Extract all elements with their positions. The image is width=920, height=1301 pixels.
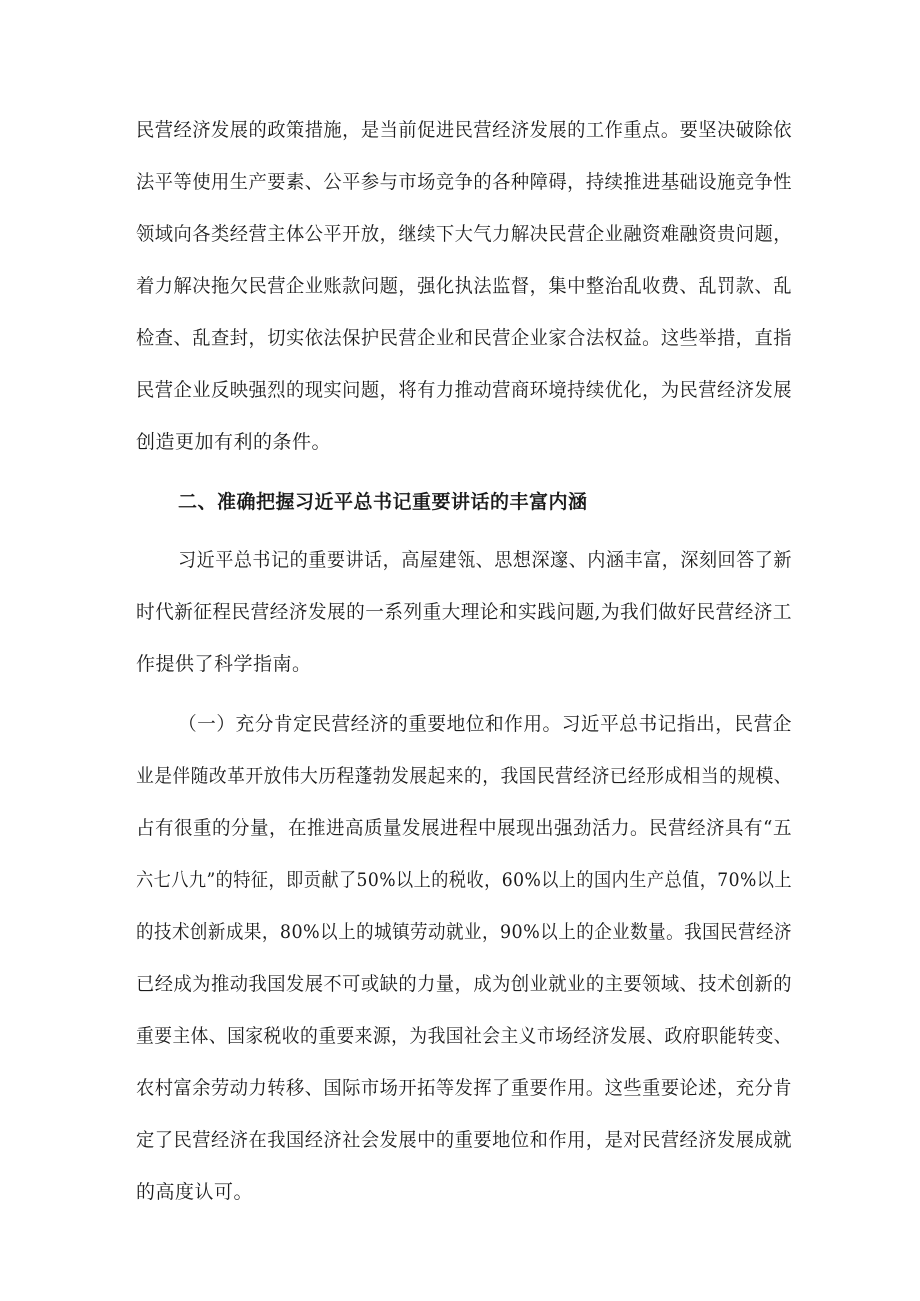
document-page: 民营经济发展的政策措施，是当前促进民营经济发展的工作重点。要坚决破除依 法平等使用生产要素、公平参与市场竞争的各种障碍，持续推进基础设施竞争性 领域向各类经营主体公平开放，继续下大气力解决民营企业融资难融资贵问题， 着力解决拖欠民营企业账款问题，强化执法监督，集中整治乱收费、乱罚款、乱 检查、乱查封，切实依法保护民营企业和民营企业家合法权益。这些举措，直指 民营企业反映强烈的现实问题，将有力推动营商环境持续优化，为民营经济发展 创造更加有利的条件。 二、准确把握习近平总书记重要讲话的丰富内涵 习近平总书记的重要讲话，高屋建瓴、思想深邃、内涵丰富，深刻回答了新 时代新征程民营经济发展的一系列重大理论和实践问题,为我们做好民营经济工 作提供了科学指南。 （一）充分肯定民营经济的重要地位和作用。习近平总书记指出，民营企 业是伴随改革开放伟大历程蓬勃发展起来的，我国民营经济已经形成相当的规模、 占有很重的分量，在推进高质量发展进程中展现出强劲活力。民营经济具有“五 六七八九”的特征，即贡献了50%以上的税收，60%以上的国内生产总值，70%以上 的技术创新成果，80%以上的城镇劳动就业，90%以上的企业数量。我国民营经济 已经成为推动我国发展不可或缺的力量，成为创业就业的主要领域、技术创新的 重要主体、国家税收的重要来源，为我国社会主义市场经济发展、政府职能转变、 农村富余劳动力转移、国际市场开拓等发挥了重要作用。这些重要论述，充分肯 定了民营经济在我国经济社会发展中的重要地位和作用，是对民营经济发展成就 的高度认可。 [136,119,793,1203]
